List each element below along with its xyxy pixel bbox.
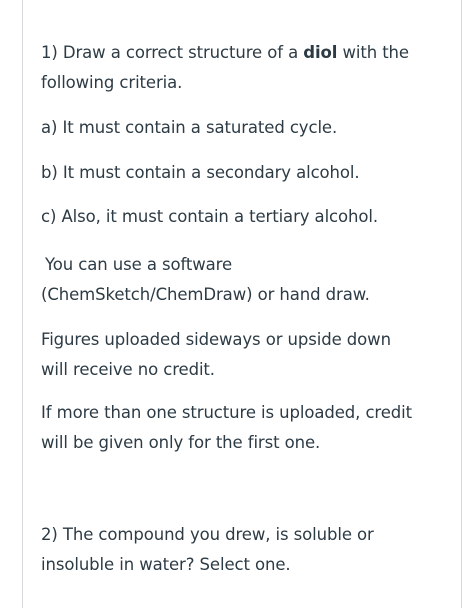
figures-note-line-1: Figures uploaded sideways or upside down [41,330,391,349]
criteria-a: a) It must contain a saturated cycle. [41,118,338,137]
multiple-structures-note-line-1: If more than one structure is uploaded, credit [41,403,413,422]
software-note [41,250,370,310]
multiple-structures-note [41,398,412,458]
question-card [22,0,462,608]
software-note-line-2: (ChemSketch/ChemDraw) or hand draw. [41,285,370,304]
question-1-prompt-line-2: following criteria. [41,73,183,92]
figures-note-line-2: will receive no credit. [41,360,215,379]
question-1-prompt-suffix: with the [337,43,409,62]
question-2-prompt [41,520,374,580]
figures-note [41,325,391,385]
criteria-b: b) It must contain a secondary alcohol. [41,163,360,182]
multiple-structures-note-line-2: will be given only for the first one. [41,433,321,452]
question-2-prompt-line-2: insoluble in water? Select one. [41,555,291,574]
question-1-prompt-bold: diol [303,43,338,62]
question-2-prompt-line-1: 2) The compound you drew, is soluble or [41,525,374,544]
question-1-prompt [41,38,409,98]
question-1-prompt-prefix: 1) Draw a correct structure of a [41,43,304,62]
criteria-c: c) Also, it must contain a tertiary alcohol. [41,207,379,226]
software-note-line-1: You can use a software [45,255,233,274]
